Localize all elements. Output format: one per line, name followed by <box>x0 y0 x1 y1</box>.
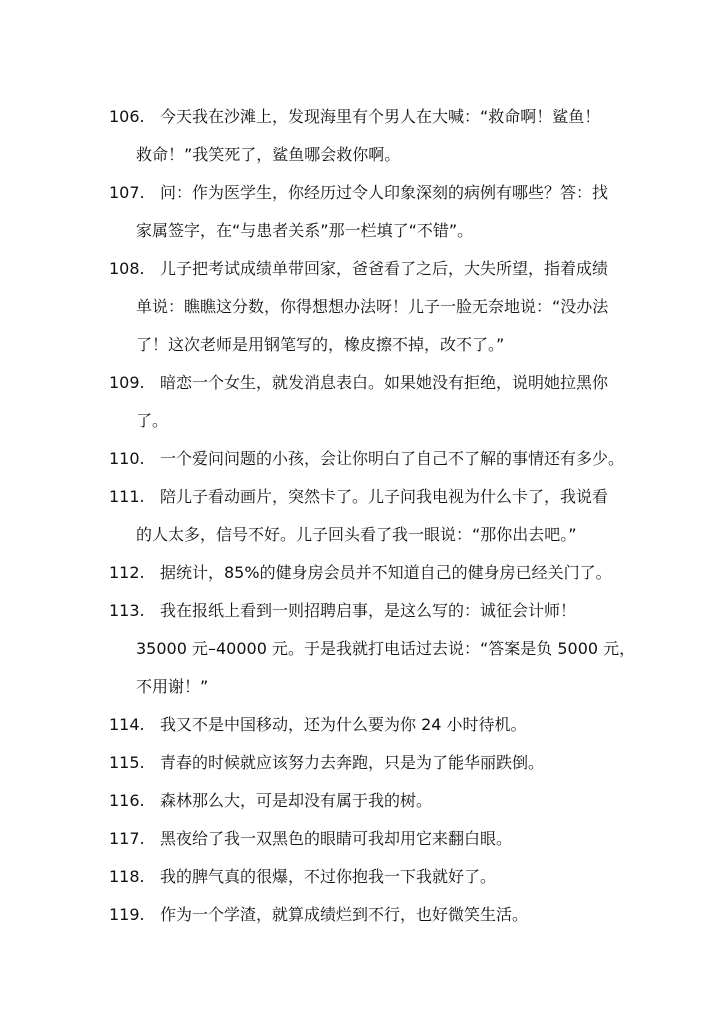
item-text-line: 不用谢！” <box>136 677 209 696</box>
item-text-line: 青春的时候就应该努力去奔跑，只是为了能华丽跌倒。 <box>160 753 545 772</box>
list-item <box>0 554 724 592</box>
item-text-line: 据统计，85%的健身房会员并不知道自己的健身房已经关门了。 <box>160 563 612 582</box>
item-text-line: 我又不是中国移动，还为什么要为你 24 小时待机。 <box>160 715 527 734</box>
item-text-line: 黑夜给了我一双黑色的眼睛可我却用它来翻白眼。 <box>160 829 513 848</box>
item-text-line: 陪儿子看动画片，突然卡了。儿子问我电视为什么卡了，我说看 <box>160 487 609 506</box>
item-text-line: 了！这次老师是用钢笔写的，橡皮擦不掉，改不了。” <box>136 335 505 354</box>
item-number: 117. <box>109 829 145 848</box>
item-number: 106. <box>109 107 145 126</box>
item-text-line: 今天我在沙滩上，发现海里有个男人在大喊：“救命啊！鲨鱼！ <box>160 107 601 126</box>
item-text-line: 森林那么大，可是却没有属于我的树。 <box>160 791 433 810</box>
item-text-line: 救命！”我笑死了，鲨鱼哪会救你啊。 <box>136 145 401 164</box>
item-text-line: 了。 <box>136 411 169 430</box>
item-number: 113. <box>109 601 145 620</box>
item-text-line: 的人太多，信号不好。儿子回头看了我一眼说：“那你出去吧。” <box>136 525 577 544</box>
item-number: 111. <box>109 487 145 506</box>
item-text-line: 家属签字，在“与患者关系”那一栏填了“不错”。 <box>136 221 474 240</box>
list-item <box>0 440 724 478</box>
list-item <box>0 174 724 250</box>
item-number: 116. <box>109 791 145 810</box>
item-number: 110. <box>109 449 145 468</box>
item-number: 118. <box>109 867 145 886</box>
item-number: 114. <box>109 715 145 734</box>
list-item <box>0 820 724 858</box>
list-item <box>0 744 724 782</box>
list-item <box>0 782 724 820</box>
item-number: 108. <box>109 259 145 278</box>
item-text-line: 一个爱问问题的小孩，会让你明白了自己不了解的事情还有多少。 <box>160 449 625 468</box>
item-text-line: 暗恋一个女生，就发消息表白。如果她没有拒绝，说明她拉黑你 <box>160 373 609 392</box>
list-item <box>0 98 724 174</box>
item-text-line: 我在报纸上看到一则招聘启事，是这么写的：诚征会计师！ <box>160 601 577 620</box>
list-item <box>0 858 724 896</box>
list-item <box>0 592 724 706</box>
list-item <box>0 364 724 440</box>
list-item <box>0 250 724 364</box>
item-number: 107. <box>109 183 145 202</box>
item-text-line: 单说：瞧瞧这分数，你得想想办法呀！儿子一脸无奈地说：“没办法 <box>136 297 609 316</box>
item-number: 112. <box>109 563 145 582</box>
item-text-line: 我的脾气真的很爆，不过你抱我一下我就好了。 <box>160 867 497 886</box>
list-item <box>0 896 724 934</box>
item-number: 109. <box>109 373 145 392</box>
item-text-line: 作为一个学渣，就算成绩烂到不行，也好微笑生活。 <box>160 905 529 924</box>
item-text-line: 儿子把考试成绩单带回家，爸爸看了之后，大失所望，指着成绩 <box>160 259 609 278</box>
item-text-line: 问：作为医学生，你经历过令人印象深刻的病例有哪些？答：找 <box>160 183 609 202</box>
list-item <box>0 478 724 554</box>
list-item <box>0 706 724 744</box>
item-text-line: 35000 元–40000 元。于是我就打电话过去说：“答案是负 5000 元， <box>136 639 636 658</box>
item-number: 115. <box>109 753 145 772</box>
item-number: 119. <box>109 905 145 924</box>
joke-list <box>0 98 724 934</box>
